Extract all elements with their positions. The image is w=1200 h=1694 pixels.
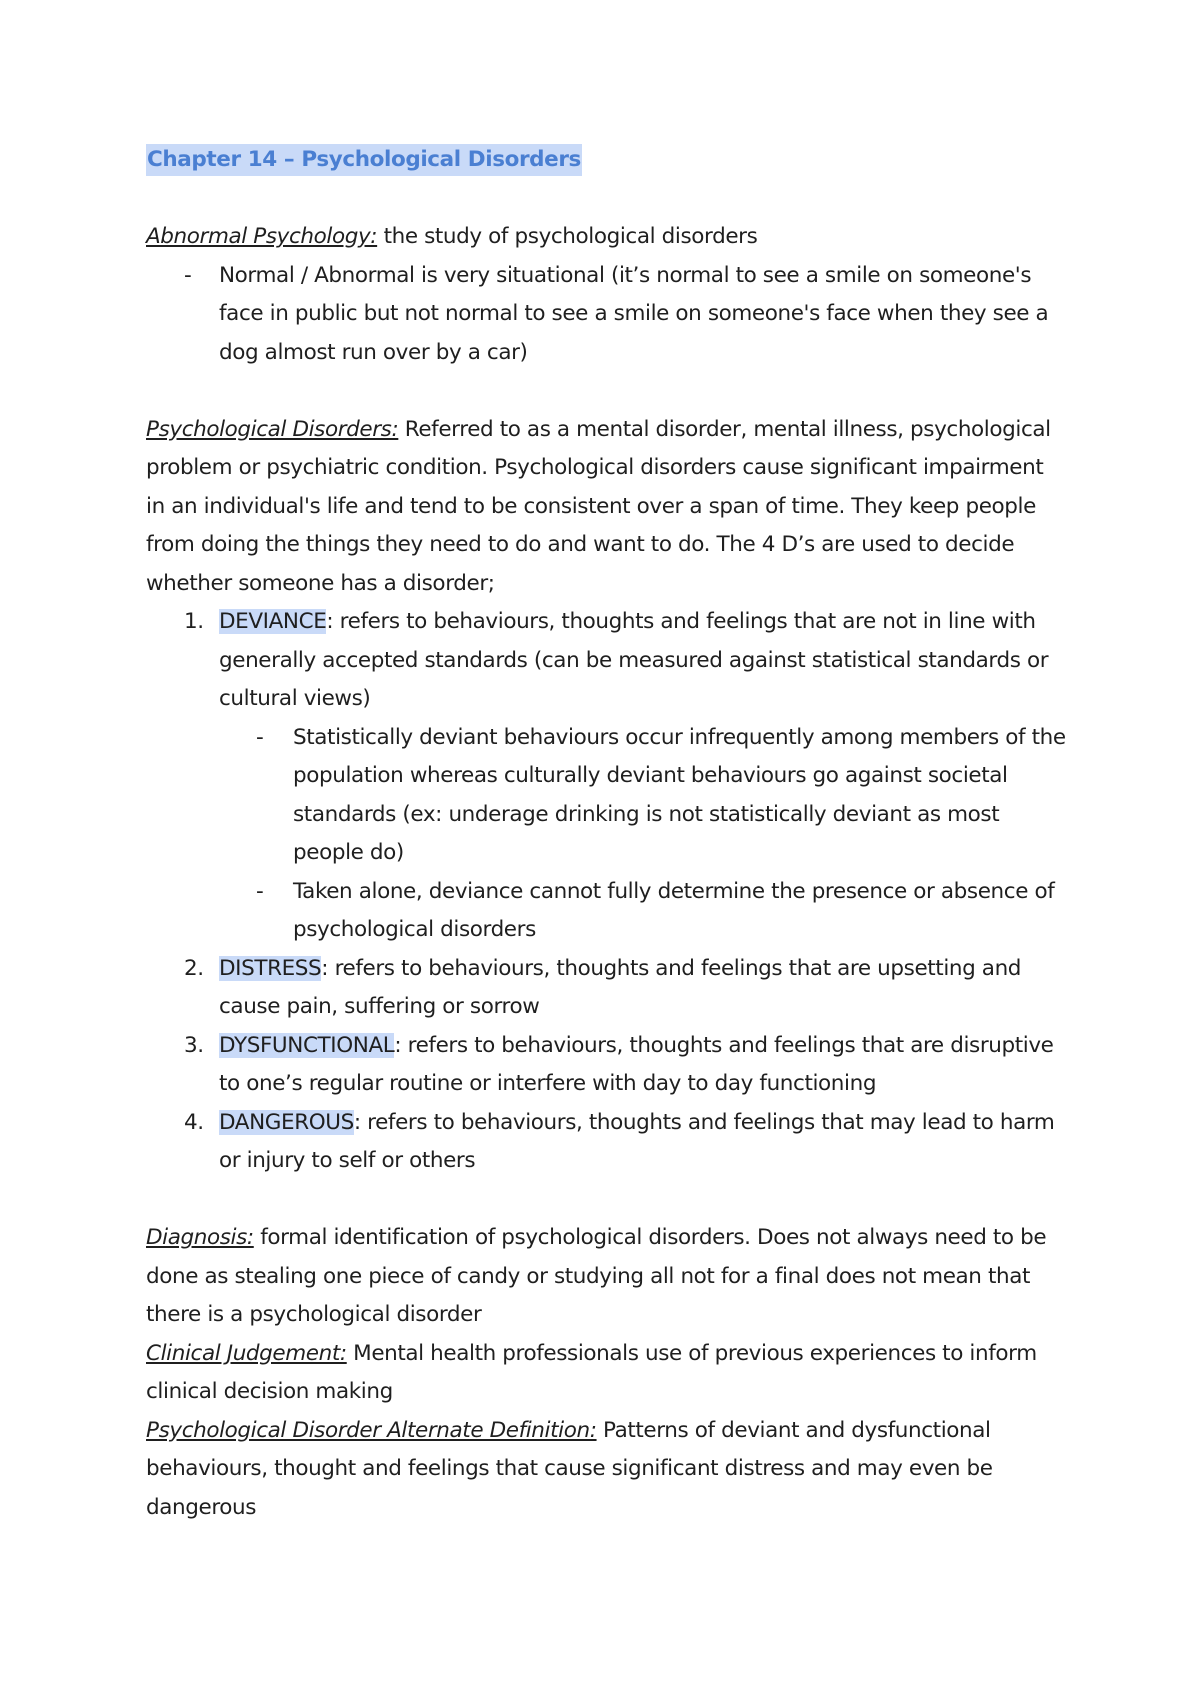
subpoint-text: Taken alone, deviance cannot fully determine the presence or absence of psychological disorders — [293, 878, 1055, 942]
list-number: 4. — [184, 1109, 204, 1135]
deviance-term: DEVIANCE — [219, 609, 327, 634]
list-item-deviance — [146, 603, 1066, 719]
subpoint-text: Statistically deviant behaviours occur infrequently among members of the population whereas culturally deviant behaviours go against societal standards (ex: underage drinking is not statistically deviant as most people do) — [293, 724, 1066, 865]
dysfunctional-term: DYSFUNCTIONAL — [219, 1032, 395, 1058]
abnormal-psychology-definition — [146, 218, 1066, 257]
deviance-text: : refers to behaviours, thoughts and feelings that are not in line with generally accepted standards (can be measured against statistical standards or cultural views) — [219, 609, 1049, 711]
bullet-text: Normal / Abnormal is very situational (it’s normal to see a smile on someone's face in public but not normal to see a smile on someone's face when they see a dog almost run over by a car) — [219, 262, 1049, 365]
alternate-definition-term: Psychological Disorder Alternate Definition: — [146, 1417, 597, 1443]
abnormal-psychology-bullet — [146, 257, 1066, 373]
dash-marker: - — [184, 262, 192, 288]
list-number: 2. — [184, 955, 204, 981]
clinical-judgement-term: Clinical Judgement: — [146, 1340, 347, 1366]
deviance-subpoint — [146, 873, 1066, 950]
list-item-dangerous — [146, 1104, 1066, 1181]
deviance-subpoint — [146, 719, 1066, 873]
clinical-judgement-definition — [146, 1335, 1066, 1412]
dash-marker: - — [256, 878, 264, 904]
paragraph-gap — [146, 1181, 1066, 1220]
document-body — [146, 141, 1066, 1527]
psychological-disorders-term: Psychological Disorders: — [146, 416, 399, 442]
dash-marker: - — [256, 724, 264, 750]
alternate-definition — [146, 1412, 1066, 1528]
psychological-disorders-paragraph — [146, 411, 1066, 604]
dangerous-text: : refers to behaviours, thoughts and feelings that may lead to harm or injury to self or others — [219, 1109, 1055, 1173]
dangerous-term: DANGEROUS — [219, 1109, 354, 1135]
title-line — [146, 141, 1066, 180]
alternate-definition-text: Patterns of deviant and dysfunctional behaviours, thought and feelings that cause significant distress and may even be dangerous — [146, 1417, 993, 1520]
diagnosis-term: Diagnosis: — [146, 1225, 254, 1250]
chapter-title: Chapter 14 – Psychological Disorders — [146, 144, 582, 176]
list-item-dysfunctional — [146, 1027, 1066, 1104]
psychological-disorders-text: Referred to as a mental disorder, mental illness, psychological problem or psychiatric condition. Psychological disorders cause significant impairment in an individual's life and tend to be consistent over a span of time. They keep people from doing the things they need to do and want to do. The 4 D’s are used to decide whether someone has a disorder; — [146, 416, 1051, 596]
list-number: 3. — [184, 1032, 204, 1058]
list-number: 1. — [184, 609, 204, 634]
diagnosis-definition — [146, 1219, 1066, 1335]
abnormal-psychology-text: the study of psychological disorders — [377, 224, 758, 249]
paragraph-gap — [146, 372, 1066, 411]
abnormal-psychology-term: Abnormal Psychology: — [146, 224, 378, 249]
distress-term: DISTRESS — [219, 955, 322, 981]
diagnosis-text: formal identification of psychological disorders. Does not always need to be done as stealing one piece of candy or studying all not for a final does not mean that there is a psychological disorder — [146, 1225, 1047, 1327]
list-item-distress — [146, 950, 1066, 1027]
distress-text: : refers to behaviours, thoughts and feelings that are upsetting and cause pain, suffering or sorrow — [219, 955, 1022, 1019]
dysfunctional-text: : refers to behaviours, thoughts and feelings that are disruptive to one’s regular routine or interfere with day to day functioning — [219, 1032, 1054, 1096]
clinical-judgement-text: Mental health professionals use of previous experiences to inform clinical decision making — [146, 1340, 1037, 1404]
